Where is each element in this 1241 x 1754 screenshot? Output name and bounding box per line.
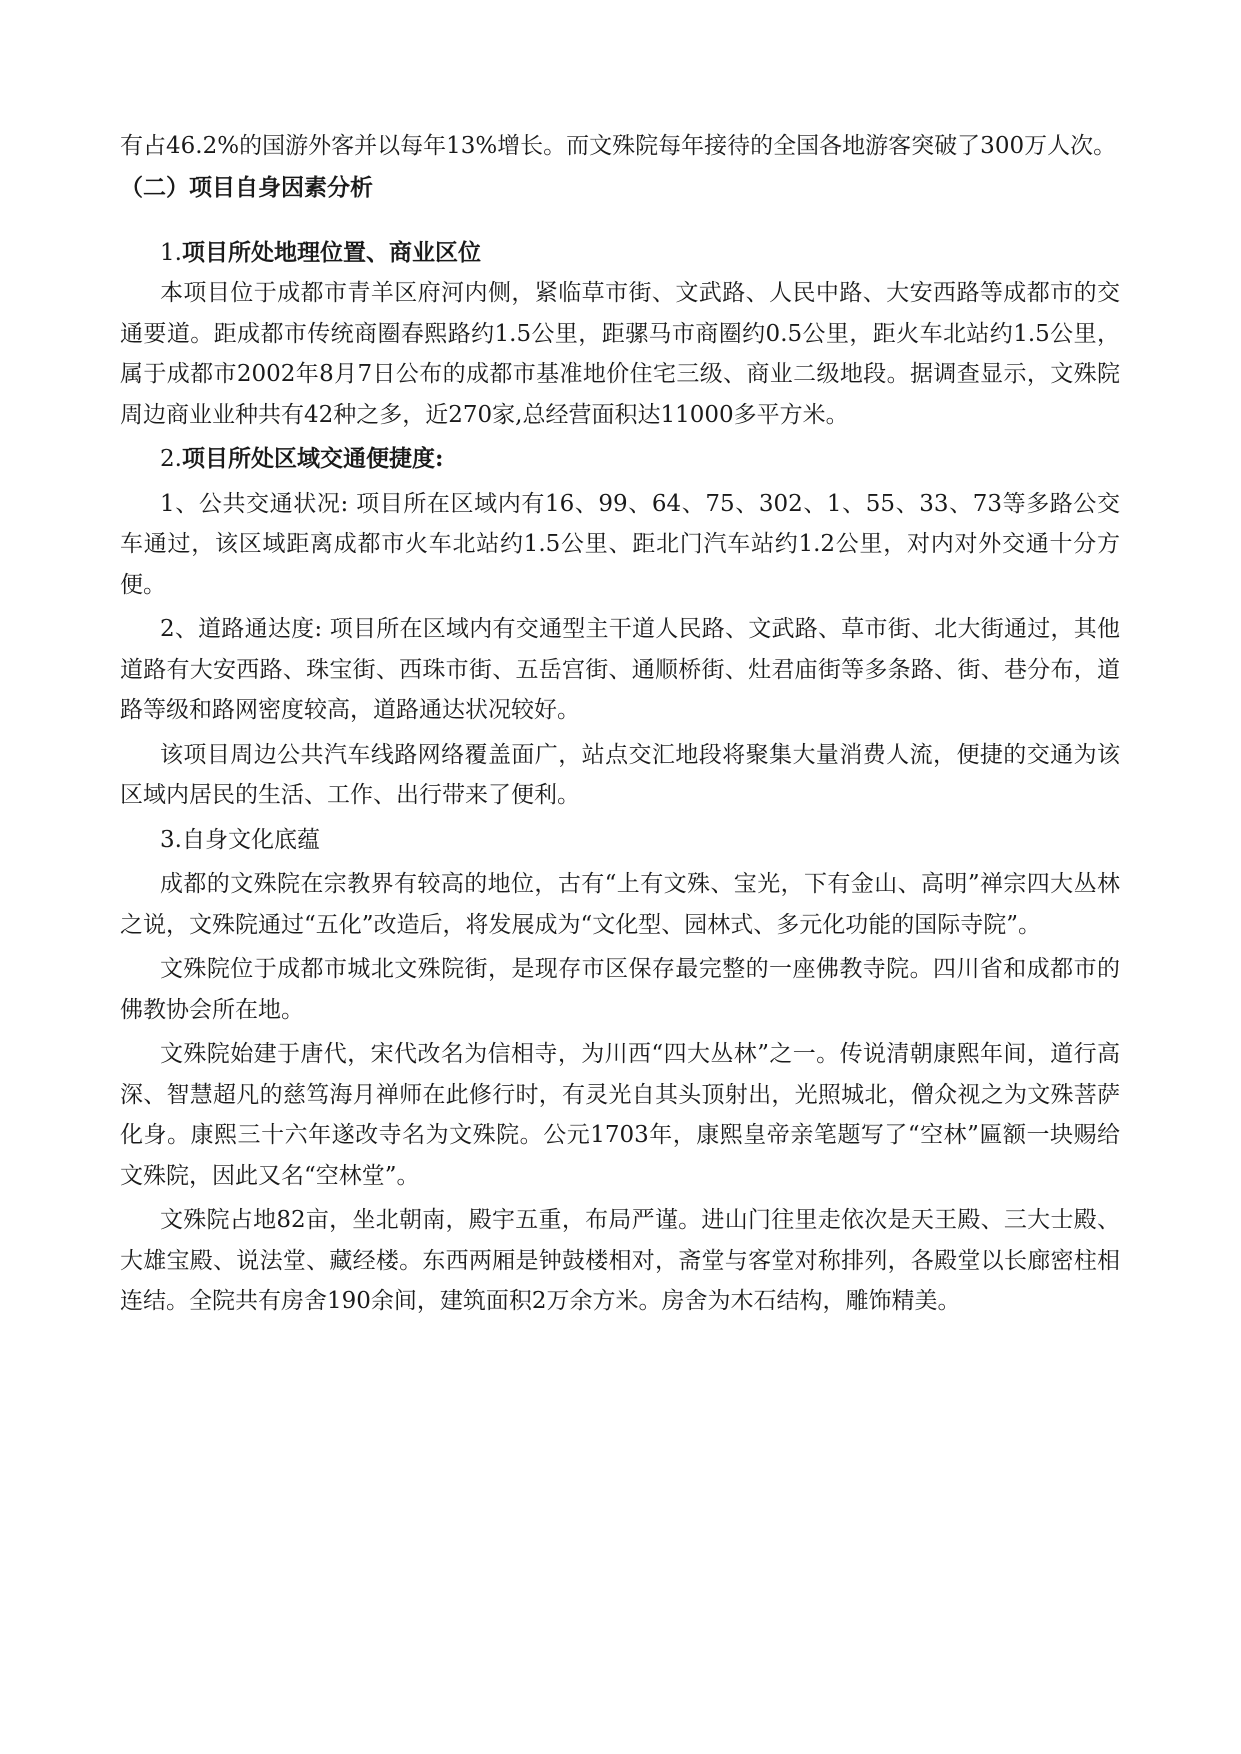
document-page xyxy=(120,126,1120,1322)
road-access-paragraph: 2、道路通达度: 项目所在区域内有交通型主干道人民路、文武路、草市街、北大街通过，其他道路有大安西路、珠宝街、西珠市街、五岳宫街、通顺桥街、灶君庙街等多条路、街、巷分布，道路等级和路网密度较高，道路通达状况较好。 xyxy=(120,616,1120,723)
subsection-heading-culture: 3.自身文化底蕴 xyxy=(160,826,320,853)
culture-paragraph-history: 文殊院始建于唐代，宋代改名为信相寺，为川西“四大丛林”之一。传说清朝康熙年间，道行高深、智慧超凡的慈笃海月禅师在此修行时，有灵光自其头顶射出，光照城北，僧众视之为文殊菩萨化身。康熙三十六年遂改寺名为文殊院。公元1703年，康熙皇帝亲笔题写了“空林”匾额一块赐给文殊院，因此又名“空林堂”。 xyxy=(120,1041,1120,1189)
traffic-summary-paragraph: 该项目周边公共汽车线路网络覆盖面广，站点交汇地段将聚集大量消费人流，便捷的交通为该区域内居民的生活、工作、出行带来了便利。 xyxy=(120,741,1120,808)
subsection-number: 1. xyxy=(160,239,182,266)
culture-paragraph-layout: 文殊院占地82亩，坐北朝南，殿宇五重，布局严谨。进山门往里走依次是天王殿、三大士殿、大雄宝殿、说法堂、藏经楼。东西两厢是钟鼓楼相对，斋堂与客堂对称排列，各殿堂以长廊密柱相连结。全院共有房舍190余间，建筑面积2万余方米。房舍为木石结构，雕饰精美。 xyxy=(120,1207,1120,1314)
subsection-title: 项目所处区域交通便捷度: xyxy=(181,445,444,472)
subsection-heading-location xyxy=(120,233,1120,274)
culture-paragraph-status: 成都的文殊院在宗教界有较高的地位，古有“上有文殊、宝光，下有金山、高明”禅宗四大丛林之说，文殊院通过“五化”改造后，将发展成为“文化型、园林式、多元化功能的国际寺院”。 xyxy=(120,871,1120,938)
subsection-title: 项目所处地理位置、商业区位 xyxy=(181,238,481,266)
public-transport-paragraph: 1、公共交通状况: 项目所在区域内有16、99、64、75、302、1、55、33、73等多路公交车通过，该区域距离成都市火车北站约1.5公里、距北门汽车站约1.2公里，对内对外交通十分方便。 xyxy=(120,490,1120,598)
subsection-number: 2. xyxy=(160,446,182,472)
subsection-heading-traffic xyxy=(120,439,1120,480)
continuation-paragraph: 有占46.2%的国游外客并以每年13%增长。而文殊院每年接待的全国各地游客突破了300万人次。 xyxy=(120,133,1117,159)
section-heading: （二）项目自身因素分析 xyxy=(120,174,373,201)
location-paragraph: 本项目位于成都市青羊区府河内侧，紧临草市街、文武路、人民中路、大安西路等成都市的交通要道。距成都市传统商圈春熙路约1.5公里，距骡马市商圈约0.5公里，距火车北站约1.5公里，属于成都市2002年8月7日公布的成都市基准地价住宅三级、商业二级地段。据调查显示，文殊院周边商业业种共有42种之多，近270家,总经营面积达11000多平方米。 xyxy=(120,280,1120,428)
culture-paragraph-location: 文殊院位于成都市城北文殊院街，是现存市区保存最完整的一座佛教寺院。四川省和成都市的佛教协会所在地。 xyxy=(120,956,1120,1023)
